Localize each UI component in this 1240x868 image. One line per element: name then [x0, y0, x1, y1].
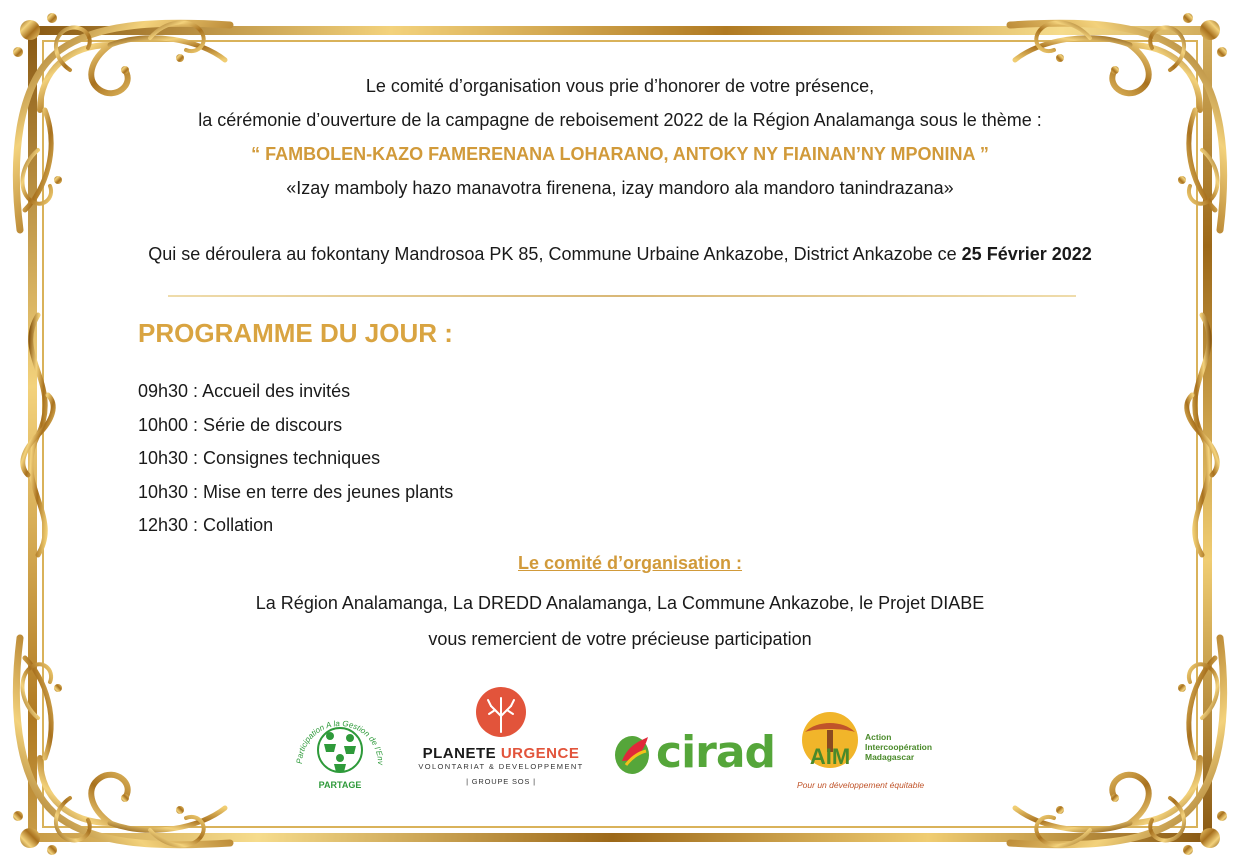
planete-name-first: PLANETE — [422, 745, 497, 762]
separator-line — [168, 295, 1076, 297]
side-ornament-right-icon — [1172, 305, 1232, 565]
tree-icon — [475, 686, 527, 738]
planete-urgence-logo — [418, 686, 584, 796]
invitation-line-1: Le comité d’organisation vous prie d’honorer de votre présence, — [365, 76, 875, 96]
programme-item: 09h30 : Accueil des invités — [138, 381, 351, 401]
aim-line-3: Madagascar — [865, 752, 915, 762]
location-text: Qui se déroulera au fokontany Mandrosoa PK 85, Commune Urbaine Ankazobe, District Ankazobe ce — [148, 244, 962, 264]
aim-tagline: Pour un développement équitable — [797, 780, 925, 790]
cirad-logo — [612, 727, 776, 780]
cirad-name: cirad — [656, 727, 776, 778]
campaign-motto: «Izay mamboly hazo manavotra firenena, izay mandoro ala mandoro tanindrazana» — [286, 178, 954, 198]
aim-logo — [795, 708, 955, 794]
programme-item: 12h30 : Collation — [138, 515, 274, 535]
aim-line-2: Intercoopération — [865, 742, 933, 752]
event-location — [0, 243, 1240, 265]
committee-members: La Région Analamanga, La DREDD Analamanga, La Commune Ankazobe, le Projet DIABE — [255, 593, 985, 613]
planete-name — [418, 745, 584, 762]
invitation-line-2: la cérémonie d’ouverture de la campagne de reboisement 2022 de la Région Analamanga sous le thème : — [198, 110, 1042, 130]
committee-thanks: vous remercient de votre précieuse participation — [428, 629, 812, 649]
side-ornament-left-icon — [8, 305, 68, 565]
partage-emblem-icon — [288, 700, 390, 792]
planete-group: | GROUPE SOS | — [466, 777, 536, 786]
corner-ornament-bottom-right-icon — [990, 618, 1240, 868]
partage-logo — [288, 700, 390, 792]
aim-baobab-icon — [797, 710, 863, 776]
programme-item: 10h30 : Consignes techniques — [138, 448, 381, 468]
planete-name-second: URGENCE — [500, 745, 580, 762]
cirad-leaf-icon — [612, 731, 654, 777]
partage-name: PARTAGE — [318, 780, 362, 790]
aim-name — [865, 732, 932, 762]
programme-title: PROGRAMME DU JOUR : — [138, 318, 453, 348]
event-date: 25 Février 2022 — [961, 244, 1092, 264]
corner-ornament-bottom-left-icon — [0, 618, 250, 868]
programme-list — [138, 380, 453, 548]
programme-item: 10h00 : Série de discours — [138, 414, 343, 435]
planete-subtitle: VOLONTARIAT & DEVELOPPEMENT — [418, 762, 584, 771]
partage-ring-text: Participation A la Gestion de l’Env — [294, 718, 386, 766]
campaign-theme: “ FAMBOLEN-KAZO FAMERENANA LOHARANO, ANTOKY NY FIAINAN’NY MPONINA ” — [251, 144, 989, 164]
aim-line-1: Action — [865, 732, 892, 742]
programme-item: 10h30 : Mise en terre des jeunes plants — [138, 481, 454, 502]
committee-title: Le comité d’organisation : — [517, 553, 743, 573]
aim-acronym: AIM — [809, 744, 851, 769]
